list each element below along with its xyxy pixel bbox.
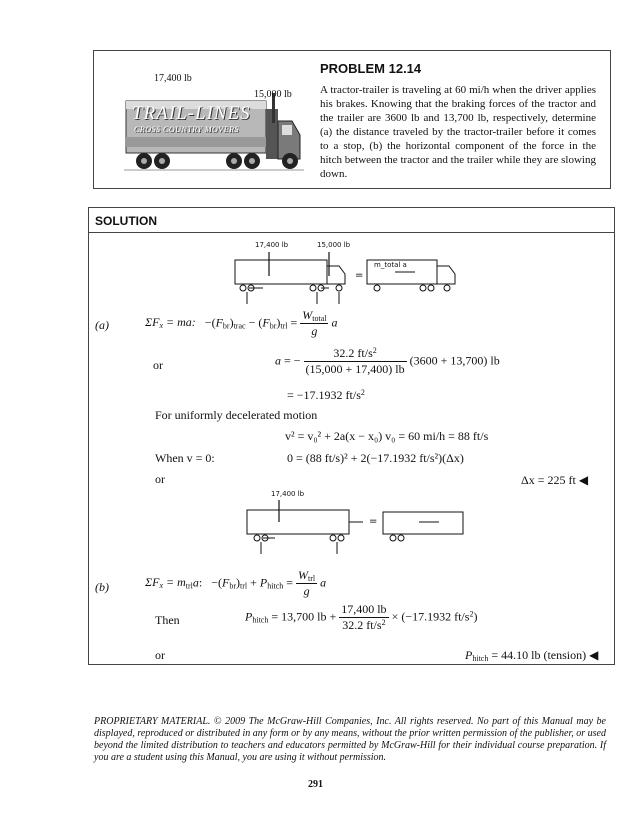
accel-frac-numerator: 32.2 ft/s: [333, 346, 373, 360]
fbd1-weight-tractor: 15,000 lb: [317, 241, 351, 249]
hitch-accel-term: × (−17.1932 ft/s: [391, 609, 470, 624]
uniform-motion-text: For uniformly decelerated motion: [155, 408, 318, 422]
problem-box: [93, 50, 611, 189]
svg-text:=: =: [355, 270, 364, 281]
fbd1-weight-trailer: 17,400 lb: [255, 241, 289, 249]
or-label-1: or: [153, 358, 163, 372]
part-a-label: (a): [95, 318, 109, 332]
hitch-force-answer: $P_{hitch} = 44.10$ lb (tension) ◀: [465, 648, 599, 663]
answer-marker-icon: ◀: [589, 648, 599, 662]
hitch-frac-numerator: 17,400 lb: [341, 602, 387, 616]
part-b-label: (b): [95, 580, 109, 594]
or-label-2: or: [155, 472, 165, 486]
fbd1-mass-label: m_total a: [374, 261, 407, 269]
tractor-weight-label: 15,000 lb: [254, 89, 292, 100]
free-body-diagram-1: [219, 248, 469, 306]
part-a-equation: $\Sigma F_x$ = ma: $-(F_{br})_{trac} - (F_{br})_{trl}$ = $\frac{W_{total}}{g}$ a: [145, 308, 338, 338]
or-label-3: or: [155, 648, 165, 662]
part-b-equation: $\Sigma F_x = m_{trl}a$: $-(F_{br})_{trl} + P_{hitch}$ = $\frac{W_{trl}}{g}$ a: [145, 568, 327, 598]
hitch-force-equation: $P_{hitch} = 13,700$ lb + $\frac{17,400 lb}{32.2 ft/s^2}$ × (−17.1932 $ft/s^2$): [245, 602, 478, 632]
when-v-zero-equation: 0 = (88 ft/s)² + 2(−17.1932 ft/s²)(Δx): [287, 451, 464, 465]
svg-text:=: =: [369, 516, 378, 527]
accel-braking-sum: (3600 + 13,700) lb: [409, 353, 500, 368]
when-v-zero-label: When v = 0:: [155, 451, 215, 465]
then-label: Then: [155, 613, 180, 627]
acceleration-equation: a = − $\frac{32.2 ft/s^2}{(15,000 + 17,400) lb}$ (3600 + 13,700) lb: [275, 346, 500, 376]
distance-answer: Δx = 225 ft ◀: [521, 473, 589, 487]
answer-marker-icon: ◀: [578, 473, 589, 487]
hitch-frac-denominator: 32.2 ft/s: [342, 618, 382, 632]
solution-box: [88, 207, 615, 665]
trailer-logo-subtitle: CROSS COUNTRY MOVERS: [134, 125, 239, 134]
trailer-logo: TRAIL-LINES: [132, 103, 251, 124]
copyright-footer: PROPRIETARY MATERIAL. © 2009 The McGraw-Hill Companies, Inc. All rights reserved. No part of this Manual may be displayed, reproduced or distributed in any form or by any means, without the prior written permission of the publisher, or used beyond the limited distribution to teachers and educators permitted by McGraw-Hill for their individual course preparation. If you are a student using this Manual, you are using it without permission.: [94, 716, 606, 763]
solution-header-rule: [89, 232, 614, 233]
page-number: 291: [308, 779, 323, 790]
problem-title: PROBLEM 12.14: [320, 61, 422, 76]
trailer-weight-label: 17,400 lb: [154, 73, 192, 84]
accel-frac-denominator: (15,000 + 17,400) lb: [305, 362, 405, 376]
fbd2-weight-trailer: 17,400 lb: [271, 490, 305, 498]
kinematics-equation: v² = v₀² + 2a(x − x₀) v₀ = 60 mi/h = 88 ft/s: [285, 429, 489, 443]
solution-header: SOLUTION: [95, 214, 157, 228]
acceleration-result: = −17.1932 $ft/s^2$: [287, 388, 365, 402]
problem-statement: A tractor-trailer is traveling at 60 mi/h when the driver applies his brakes. Knowing that the braking forces of the tractor and the trailer are 3600 lb and 13,700 lb, respectively, determine (a) the distance traveled by the tractor-trailer before it comes to a stop, (b) the horizontal component of the force in the hitch between the tractor and the trailer while they are slowing down.: [320, 84, 596, 180]
free-body-diagram-2: [239, 498, 469, 556]
